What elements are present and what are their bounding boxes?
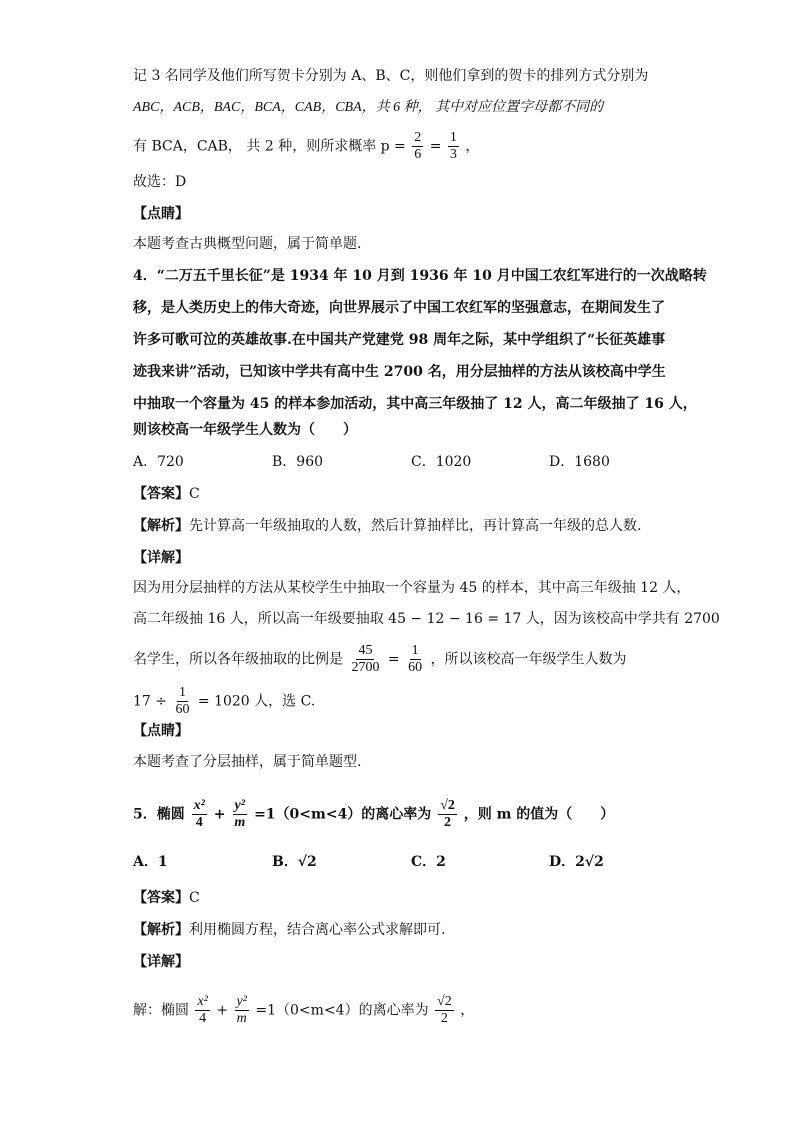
detail-text: ，所以该校高一年级学生人数为 bbox=[430, 651, 627, 668]
answer-value: C bbox=[189, 890, 200, 906]
q4-option-a: A．720 bbox=[133, 454, 184, 470]
stem-text: 5．椭圆 bbox=[133, 806, 185, 823]
p3-dianjing-text: 本题考查古典概型问题，属于简单题. bbox=[133, 236, 362, 252]
q4-stem-2: 移，是人类历史上的伟大奇迹，向世界展示了中国工农红军的坚强意志，在期间发生了 bbox=[133, 300, 665, 316]
q5-fraction-e bbox=[438, 798, 457, 831]
detail-text: 名学生，所以各年级抽取的比例是 bbox=[133, 651, 343, 668]
answer-tag: 【答案】 bbox=[133, 486, 189, 502]
frac-num: x² bbox=[197, 994, 208, 1009]
q4-detail-2: 高二年级抽 16 人，所以高一年级要抽取 45 − 12 − 16 = 17 人，因为该校高中学共有 2700 bbox=[133, 611, 720, 627]
frac-num: 45 bbox=[358, 643, 373, 658]
frac-den: 4 bbox=[195, 815, 203, 830]
equals-sign: = bbox=[387, 651, 400, 668]
frac-den: 2700 bbox=[351, 660, 380, 675]
q4-fraction-3 bbox=[173, 685, 191, 718]
detail-text: = 1020 人，选 C. bbox=[197, 693, 316, 710]
frac-den: m bbox=[236, 1011, 247, 1026]
q5-fraction-x bbox=[192, 798, 207, 831]
q4-stem-5: 中抽取一个容量为 45 的样本参加活动，其中高三年级抽了 12 人，高二年级抽了 16 人， bbox=[133, 396, 697, 412]
plus-sign: + bbox=[213, 806, 226, 823]
q4-fraction-2 bbox=[406, 643, 424, 676]
frac-num: x² bbox=[193, 798, 205, 813]
frac-den: 6 bbox=[414, 147, 422, 162]
p3-select-line: 故选：D bbox=[133, 174, 187, 190]
q4-detail-4 bbox=[133, 685, 315, 718]
frac-den: 4 bbox=[199, 1011, 207, 1026]
detail-text: 17 ÷ bbox=[133, 693, 167, 710]
frac-num: y² bbox=[234, 798, 245, 813]
analysis-text: 利用椭圆方程，结合离心率公式求解即可. bbox=[189, 922, 446, 938]
frac-num: 1 bbox=[449, 130, 457, 145]
plus-sign: + bbox=[216, 1002, 229, 1019]
q4-stem-6: 则该校高一年级学生人数为（ ） bbox=[133, 422, 357, 438]
q5-detail-fraction-e bbox=[435, 994, 454, 1027]
q5-option-d: D．2√2 bbox=[549, 854, 604, 870]
detail-text: =1（0<m<4）的离心率为 bbox=[255, 1002, 429, 1019]
q4-option-c: C．1020 bbox=[411, 454, 472, 470]
q5-detail-fraction-x bbox=[195, 994, 209, 1027]
frac-num: 1 bbox=[411, 643, 419, 658]
analysis-text: 先计算高一年级抽取的人数，然后计算抽样比，再计算高一年级的总人数. bbox=[189, 518, 642, 534]
answer-tag: 【答案】 bbox=[133, 890, 189, 906]
detail-text: 解：椭圆 bbox=[133, 1002, 189, 1019]
q4-answer bbox=[133, 484, 200, 504]
q4-option-b: B．960 bbox=[272, 454, 324, 470]
p3-dianjing-tag: 【点睛】 bbox=[133, 206, 189, 222]
frac-den: 2 bbox=[444, 815, 452, 830]
q4-detail-3 bbox=[133, 643, 627, 676]
q4-stem-1: 4．“二万五千里长征”是 1934 年 10 月到 1936 年 10 月中国工农红军进行的一次战略转 bbox=[133, 268, 707, 284]
analysis-tag: 【解析】 bbox=[133, 922, 189, 938]
q4-option-d: D．1680 bbox=[549, 454, 610, 470]
q4-detail-tag: 【详解】 bbox=[133, 550, 189, 566]
q5-option-a: A．1 bbox=[133, 854, 168, 870]
q4-dianjing-tag: 【点睛】 bbox=[133, 723, 189, 739]
q5-detail-fraction-y bbox=[235, 994, 249, 1027]
q5-option-b: B．√2 bbox=[272, 854, 317, 870]
q5-analysis bbox=[133, 920, 445, 940]
p3-line-1: 记 3 名同学及他们所写贺卡分别为 A、B、C，则他们拿到的贺卡的排列方式分别为 bbox=[133, 68, 649, 84]
stem-text: =1（0<m<4）的离心率为 bbox=[254, 806, 432, 823]
frac-num: √2 bbox=[440, 798, 455, 813]
q4-fraction-1 bbox=[349, 643, 381, 676]
q4-detail-1: 因为用分层抽样的方法从某校学生中抽取一个容量为 45 的样本，其中高三年级抽 12 人， bbox=[133, 580, 691, 596]
frac-num: 2 bbox=[414, 130, 422, 145]
q5-stem bbox=[133, 798, 614, 831]
q4-stem-3: 许多可歌可泣的英雄故事.在中国共产党建党 98 周年之际，某中学组织了“长征英雄事 bbox=[133, 332, 666, 348]
comma: ， bbox=[465, 138, 480, 155]
q5-fraction-y bbox=[232, 798, 247, 831]
q4-stem-4: 迹我来讲”活动，已知该中学共有高中生 2700 名，用分层抽样的方法从该校高中学生 bbox=[133, 364, 666, 380]
q5-detail-tag: 【详解】 bbox=[133, 954, 189, 970]
frac-den: m bbox=[234, 815, 246, 830]
analysis-tag: 【解析】 bbox=[133, 518, 189, 534]
p3-fraction-2 bbox=[448, 130, 459, 163]
frac-den: 60 bbox=[175, 702, 190, 717]
q5-answer bbox=[133, 888, 200, 908]
answer-value: C bbox=[189, 486, 200, 502]
p3-line-3 bbox=[133, 130, 479, 163]
q4-dianjing-text: 本题考查了分层抽样，属于简单题型. bbox=[133, 754, 362, 770]
p3-line-2: ABC，ACB，BAC，BCA，CAB，CBA，共 6 种， 其中对应位置字母都不同的 bbox=[133, 100, 604, 115]
stem-text: ，则 m 的值为（ ） bbox=[463, 806, 615, 823]
frac-den: 2 bbox=[440, 1011, 448, 1026]
frac-den: 3 bbox=[449, 147, 457, 162]
p3-fraction-1 bbox=[412, 130, 423, 163]
q5-detail-1 bbox=[133, 994, 474, 1027]
q4-analysis bbox=[133, 516, 641, 536]
frac-num: y² bbox=[236, 994, 247, 1009]
frac-num: √2 bbox=[437, 994, 452, 1009]
equals-sign: = bbox=[429, 138, 442, 155]
frac-num: 1 bbox=[178, 685, 186, 700]
frac-den: 60 bbox=[408, 660, 423, 675]
p3-line-3-text: 有 BCA，CAB， 共 2 种，则所求概率 p = bbox=[133, 138, 406, 155]
q5-option-c: C．2 bbox=[411, 854, 446, 870]
detail-text: ， bbox=[460, 1002, 475, 1019]
